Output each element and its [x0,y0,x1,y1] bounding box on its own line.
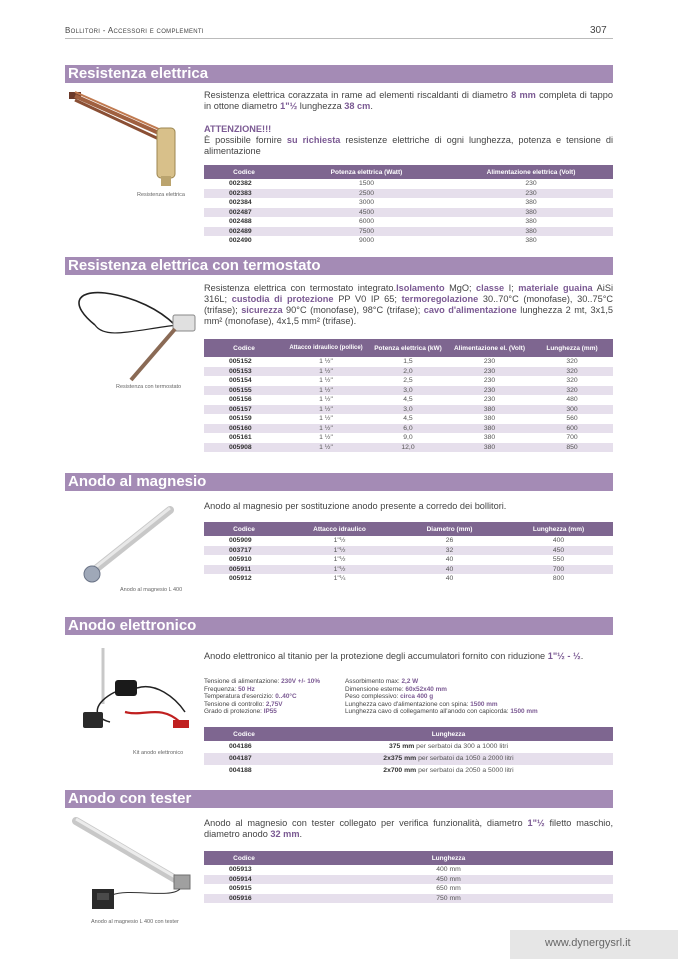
length-cell: 375 mm per serbatoi da 300 a 1000 litri [284,741,613,753]
table-row [204,376,613,386]
value-cell: 400 mm [284,865,613,875]
spec-line: Dimensione esterne: 60x52x40 mm [345,685,447,693]
col-header: Lunghezza [284,727,613,741]
table-row [204,395,613,405]
image-caption: Anodo al magnesio L 400 [120,587,183,593]
value-cell: 1 ½" [284,395,368,405]
table-row [204,574,613,584]
image-caption: Anodo al magnesio L 400 con tester [91,919,179,925]
code-cell: 005155 [204,386,284,396]
value-cell: 380 [449,227,613,237]
value-cell: 1 ½" [284,414,368,424]
attention-label: ATTENZIONE!!! [204,124,272,134]
spec-line: Tensione di controllo: 2,75V [204,700,283,708]
value-cell: 40 [395,555,504,565]
code-cell: 005908 [204,443,284,453]
code-cell: 005911 [204,565,284,575]
value-cell: 320 [531,367,613,377]
value-cell: 6000 [284,217,449,227]
code-cell: 002487 [204,208,284,218]
value-cell: 7500 [284,227,449,237]
resistenza-termostato-image [65,285,200,385]
value-cell: 380 [448,424,531,434]
spec-line: Peso complessivo: circa 400 g [345,693,434,700]
value-cell: 2,5 [368,376,448,386]
value-cell: 3000 [284,198,449,208]
value-cell: 1500 [284,179,449,189]
value-cell: 450 [504,546,613,556]
table-row [204,179,613,189]
spec-line: Tensione di alimentazione: 230V +/- 10% [204,678,320,685]
table-row [204,189,613,199]
table-row [204,894,613,904]
value-cell: 1 ½" [284,433,368,443]
col-header: Codice [204,165,284,179]
code-cell: 005913 [204,865,284,875]
value-cell: 26 [395,536,504,546]
value-cell: 380 [449,208,613,218]
col-header: Codice [204,522,284,536]
table-row [204,865,613,875]
table-row [204,753,613,765]
value-cell: 9,0 [368,433,448,443]
col-header: Lunghezza (mm) [531,339,613,357]
section-title-anodo-tester: Anodo con tester [65,790,613,808]
value-cell: 380 [448,405,531,415]
value-cell: 650 mm [284,884,613,894]
table-row [204,217,613,227]
section-title-anodo-magnesio: Anodo al magnesio [65,473,613,491]
section-description: Anodo elettronico al titanio per la protezione degli accumulatori fornito con riduzione 1"½ - ½. [204,651,584,661]
code-cell: 002490 [204,236,284,246]
anodo-tester-image [70,813,200,918]
col-header: Attacco idraulico (pollice) [284,339,368,357]
code-cell: 005154 [204,376,284,386]
kit-anodo-elettronico-image [75,642,200,747]
value-cell: 2,0 [368,367,448,377]
value-cell: 1"½ [284,555,395,565]
value-cell: 230 [449,179,613,189]
table-row [204,433,613,443]
value-cell: 850 [531,443,613,453]
table-row [204,357,613,367]
resistenza-elettrica-image [65,88,195,193]
col-header: Potenza elettrica (Watt) [284,165,449,179]
value-cell: 12,0 [368,443,448,453]
value-cell: 380 [449,236,613,246]
anodo-magnesio-image [70,500,200,590]
resistenza-table [204,165,613,246]
value-cell: 1 ½" [284,405,368,415]
value-cell: 3,0 [368,405,448,415]
value-cell: 32 [395,546,504,556]
table-row [204,424,613,434]
value-cell: 380 [448,433,531,443]
length-cell: 2x700 mm per serbatoi da 2050 a 5000 litri [284,765,613,777]
termostato-table [204,339,613,452]
value-cell: 9000 [284,236,449,246]
code-cell: 005910 [204,555,284,565]
value-cell: 380 [448,414,531,424]
value-cell: 380 [449,217,613,227]
value-cell: 300 [531,405,613,415]
value-cell: 1 ½" [284,367,368,377]
value-cell: 320 [531,357,613,367]
anodo-tester-table [204,851,613,903]
image-caption: Kit anodo elettronico [133,750,184,756]
code-cell: 005159 [204,414,284,424]
code-cell: 005156 [204,395,284,405]
value-cell: 320 [531,376,613,386]
table-row [204,367,613,377]
value-cell: 1 ½" [284,376,368,386]
code-cell: 005152 [204,357,284,367]
value-cell: 230 [448,376,531,386]
value-cell: 380 [449,198,613,208]
table-row [204,227,613,237]
value-cell: 1 ½" [284,443,368,453]
code-cell: 002384 [204,198,284,208]
length-cell: 2x375 mm per serbatoi da 1050 a 2000 litri [284,753,613,765]
spec-line: Assorbimento max: 2,2 W [345,678,419,685]
page-number: 307 [590,25,607,36]
col-header: Codice [204,851,284,865]
section-description: Anodo al magnesio per sostituzione anodo presente a corredo dei bollitori. [204,501,507,511]
col-header: Codice [204,339,284,357]
code-cell: 002488 [204,217,284,227]
value-cell: 4500 [284,208,449,218]
running-header: Bollitori - Accessori e complementi [65,26,204,35]
value-cell: 230 [449,189,613,199]
value-cell: 450 mm [284,875,613,885]
col-header: Diametro (mm) [395,522,504,536]
col-header: Attacco idraulico [284,522,395,536]
spec-line: Temperatura d'esercizio: 0..40°C [204,693,297,700]
spec-line: Lunghezza cavo di collegamento all'anodo con capicorda: 1500 mm [345,708,538,715]
col-header: Lunghezza [284,851,613,865]
value-cell: 700 [504,565,613,575]
col-header: Lunghezza (mm) [504,522,613,536]
value-cell: 320 [531,386,613,396]
value-cell: 1"½ [284,546,395,556]
table-row [204,208,613,218]
code-cell: 005153 [204,367,284,377]
specs-left [204,678,334,716]
value-cell: 480 [531,395,613,405]
table-row [204,236,613,246]
table-row [204,875,613,885]
value-cell: 4,5 [368,414,448,424]
value-cell: 40 [395,574,504,584]
code-cell: 005914 [204,875,284,885]
value-cell: 380 [448,443,531,453]
anodo-elettronico-table [204,727,613,777]
value-cell: 560 [531,414,613,424]
value-cell: 6,0 [368,424,448,434]
col-header: Potenza elettrica (kW) [368,339,448,357]
value-cell: 1 ½" [284,386,368,396]
spec-line: Grado di protezione: IP55 [204,708,277,715]
value-cell: 600 [531,424,613,434]
table-row [204,198,613,208]
table-row [204,386,613,396]
value-cell: 230 [448,357,531,367]
image-caption: Resistenza elettrica [137,192,185,198]
section-title-resistenza: Resistenza elettrica [65,65,613,83]
code-cell: 003717 [204,546,284,556]
table-row [204,414,613,424]
value-cell: 800 [504,574,613,584]
code-cell: 005161 [204,433,284,443]
section-title-anodo-elettronico: Anodo elettronico [65,617,613,635]
code-cell: 004187 [204,753,284,765]
spec-line: Lunghezza cavo d'alimentazione con spina: 1500 mm [345,700,498,708]
value-cell: 40 [395,565,504,575]
header-divider [65,38,613,39]
table-row [204,565,613,575]
value-cell: 1"¼ [284,574,395,584]
code-cell: 005909 [204,536,284,546]
value-cell: 230 [448,386,531,396]
section-description: Resistenza elettrica con termostato integrato.Isolamento MgO; classe I; materiale guaina AiSi 316L; custodia di protezione PP V0 IP 65; termoregolazione 30..70°C (monofase), 30..75°C (trifase); sicurezza 90°C (monofase), 98°C (trifase); cavo d'alimentazione lunghezza 2 mt, 3x1,5 mm² (monofase), 4x1,5 mm² (trifase). [204,283,614,326]
value-cell: 1 ½" [284,424,368,434]
col-header: Alimentazione elettrica (Volt) [449,165,613,179]
value-cell: 700 [531,433,613,443]
code-cell: 005160 [204,424,284,434]
section-title-termostato: Resistenza elettrica con termostato [65,257,613,275]
section-description: Resistenza elettrica corazzata in rame ad elementi riscaldanti di diametro 8 mm completa di tappo in ottone diametro 1"½ lunghezza 38 cm. [204,90,613,111]
value-cell: 1 ½" [284,357,368,367]
code-cell: 005916 [204,894,284,904]
code-cell: 004186 [204,741,284,753]
table-row [204,536,613,546]
website-link[interactable]: www.dynergysrl.it [545,937,631,949]
code-cell: 002382 [204,179,284,189]
image-caption: Resistenza con termostato [116,384,182,390]
value-cell: 4,5 [368,395,448,405]
anodo-magnesio-table [204,522,613,584]
table-row [204,555,613,565]
table-row [204,546,613,556]
code-cell: 005915 [204,884,284,894]
value-cell: 1"½ [284,536,395,546]
col-header: Codice [204,727,284,741]
table-row [204,405,613,415]
code-cell: 005157 [204,405,284,415]
table-row [204,765,613,777]
table-row [204,741,613,753]
section-description: Anodo al magnesio con tester collegato per verifica funzionalità, diametro 1"½ filetto maschio, diametro anodo 32 mm. [204,818,614,839]
value-cell: 2500 [284,189,449,199]
table-row [204,443,613,453]
value-cell: 230 [448,367,531,377]
code-cell: 005912 [204,574,284,584]
value-cell: 400 [504,536,613,546]
code-cell: 004188 [204,765,284,777]
value-cell: 1,5 [368,357,448,367]
value-cell: 230 [448,395,531,405]
spec-line: Frequenza: 50 Hz [204,685,255,693]
table-row [204,884,613,894]
col-header: Alimentazione el. (Volt) [448,339,531,357]
value-cell: 750 mm [284,894,613,904]
code-cell: 002489 [204,227,284,237]
value-cell: 3,0 [368,386,448,396]
value-cell: 1"½ [284,565,395,575]
attention-note: È possibile fornire su richiesta resistenze elettriche di ogni lunghezza, potenza e tensione di alimentazione [204,135,614,156]
code-cell: 002383 [204,189,284,199]
specs-right [345,678,613,716]
value-cell: 550 [504,555,613,565]
